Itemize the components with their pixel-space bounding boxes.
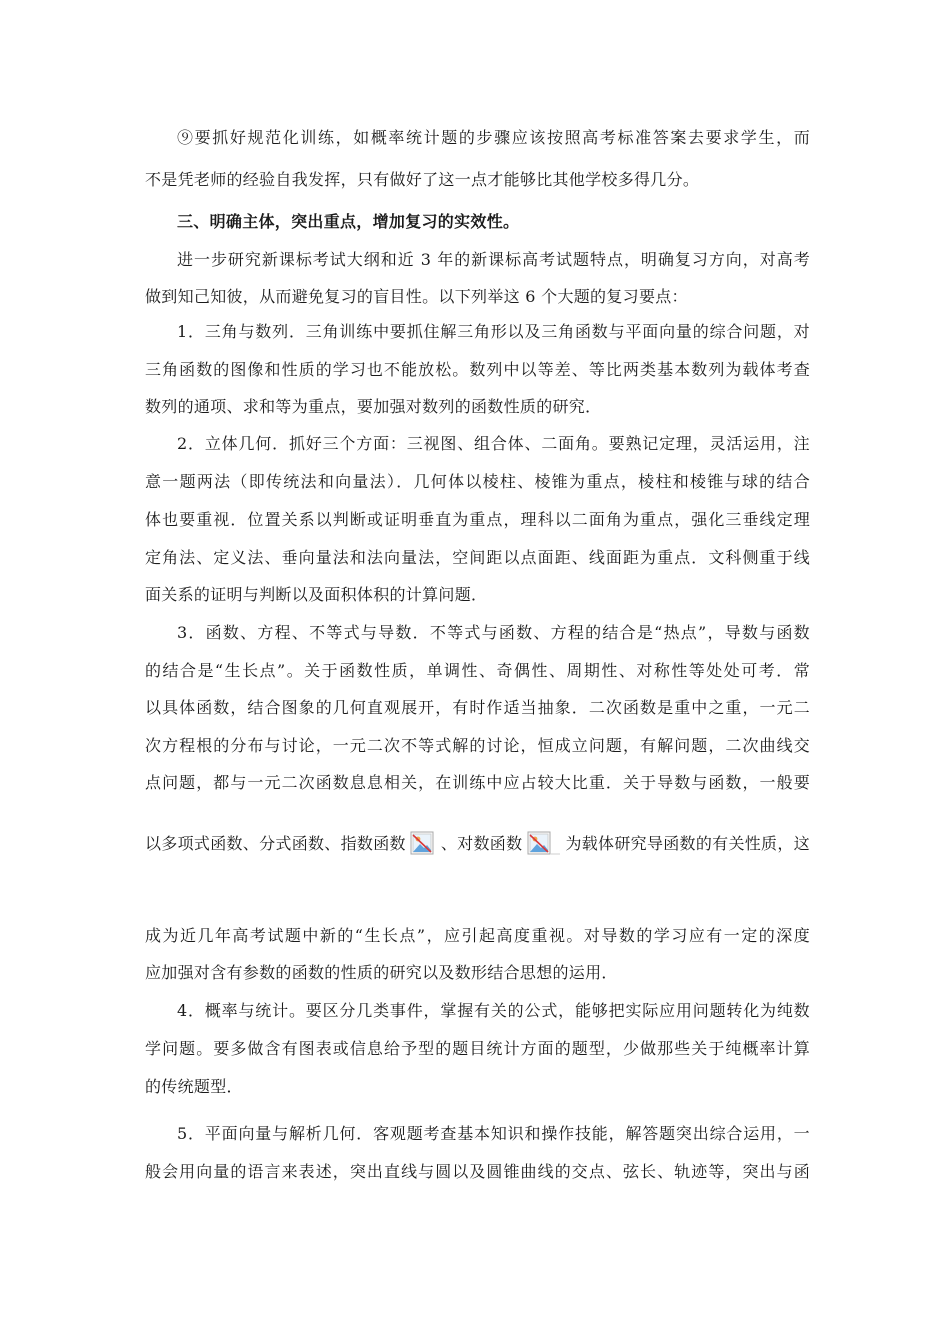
item-2-line-2: 意一题两法（即传统法和向量法）．几何体以棱柱、棱锥为重点，棱柱和棱锥与球的结合 (145, 472, 810, 491)
item-3-line-7: 成为近几年高考试题中新的“生长点”，应引起高度重视。对导数的学习应有一定的深度 (145, 926, 810, 945)
section-heading: 三、明确主体，突出重点，增加复习的实效性。 (177, 212, 520, 231)
image-placeholder-icon (527, 831, 561, 857)
item-4-line-3: 的传统题型． (145, 1077, 243, 1096)
item-3-line-5: 点问题，都与一元二次函数息息相关，在训练中应占较大比重．关于导数与函数，一般要 (145, 773, 810, 792)
item-5-line-1: 5．平面向量与解析几何．客观题考查基本知识和操作技能，解答题突出综合运用，一 (177, 1124, 810, 1143)
item-3-line-1: 3．函数、方程、不等式与导数．不等式与函数、方程的结合是“热点”，导数与函数 (177, 623, 810, 642)
item-3-line-6 (145, 831, 810, 857)
item-1-line-3: 数列的通项、求和等为重点，要加强对数列的函数性质的研究． (145, 397, 602, 416)
intro-line-2: 做到知己知彼，从而避免复习的盲目性。以下列举这 6 个大题的复习要点： (145, 287, 688, 306)
item-2-line-1: 2．立体几何．抓好三个方面：三视图、组合体、二面角。要熟记定理，灵活运用，注 (177, 434, 810, 453)
inline-text-2: 、对数函数 (440, 834, 523, 853)
item-4-line-1: 4．概率与统计。要区分几类事件，掌握有关的公式，能够把实际应用问题转化为纯数 (177, 1001, 810, 1020)
item-1-line-1: 1．三角与数列．三角训练中要抓住解三角形以及三角函数与平面向量的综合问题，对 (177, 322, 810, 341)
item-4-line-2: 学问题。要多做含有图表或信息给予型的题目统计方面的题型，少做那些关于纯概率计算 (145, 1039, 810, 1058)
inline-text-1: 以多项式函数、分式函数、指数函数 (145, 834, 406, 853)
item-2-line-3: 体也要重视．位置关系以判断或证明垂直为重点，理科以二面角为重点，强化三垂线定理 (145, 510, 810, 529)
paragraph-9-line-1: ⑨要抓好规范化训练，如概率统计题的步骤应该按照高考标准答案去要求学生，而 (177, 128, 810, 147)
paragraph-9-line-2: 不是凭老师的经验自我发挥，只有做好了这一点才能够比其他学校多得几分。 (145, 170, 700, 189)
item-2-line-4: 定角法、定义法、垂向量法和法向量法，空间距以点面距、线面距为重点．文科侧重于线 (145, 548, 810, 567)
item-3-line-3: 以具体函数，结合图象的几何直观展开，有时作适当抽象．二次函数是重中之重，一元二 (145, 698, 810, 717)
item-3-line-8: 应加强对含有参数的函数的性质的研究以及数形结合思想的运用． (145, 963, 618, 982)
intro-line-1: 进一步研究新课标考试大纲和近 3 年的新课标高考试题特点，明确复习方向，对高考 (177, 250, 810, 269)
item-1-line-2: 三角函数的图像和性质的学习也不能放松。数列中以等差、等比两类基本数列为载体考查 (145, 360, 810, 379)
item-3-line-2: 的结合是“生长点”。关于函数性质，单调性、奇偶性、周期性、对称性等处处可考．常 (145, 661, 810, 680)
item-2-line-5: 面关系的证明与判断以及面积体积的计算问题． (145, 585, 488, 604)
inline-text-3: 为载体研究导函数的有关性质，这 (565, 834, 810, 853)
item-3-line-4: 次方程根的分布与讨论，一元二次不等式解的讨论，恒成立问题，有解问题，二次曲线交 (145, 736, 810, 755)
image-placeholder-icon (410, 831, 436, 857)
item-5-line-2: 般会用向量的语言来表述，突出直线与圆以及圆锥曲线的交点、弦长、轨迹等，突出与函 (145, 1162, 810, 1181)
